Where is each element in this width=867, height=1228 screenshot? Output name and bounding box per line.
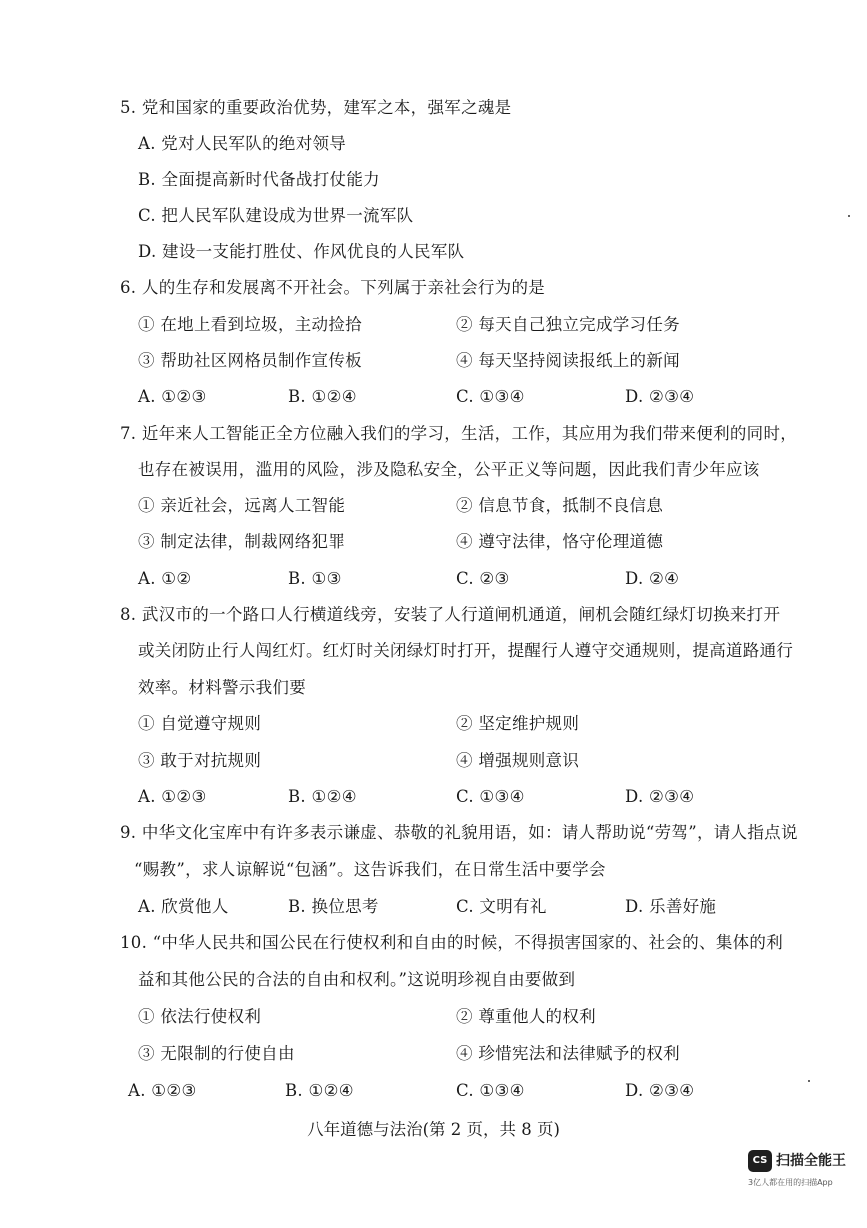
scanner-watermark [748,1150,860,1212]
q5-option-b: B. 全面提高新时代备战打仗能力 [138,170,380,189]
q8-option-a: A. ①②③ [138,787,207,806]
q7-statement-2: ② 信息节食，抵制不良信息 [456,496,664,515]
q10-option-d: D. ②③④ [625,1081,695,1100]
q10-statement-3: ③ 无限制的行使自由 [138,1044,295,1063]
q7-stem-line2: 也存在被误用，滥用的风险，涉及隐私安全，公平正义等问题，因此我们青少年应该 [138,460,760,479]
q9-stem-line2: “赐教”，求人谅解说“包涵”。这告诉我们，在日常生活中要学会 [134,860,606,879]
q10-stem-line1: 10. “中华人民共和国公民在行使权利和自由的时候，不得损害国家的、社会的、集体的利 [120,933,784,952]
q5-option-a: A. 党对人民军队的绝对领导 [138,134,347,153]
q10-stem-line2: 益和其他公民的合法的自由和权利。”这说明珍视自由要做到 [138,970,576,989]
scan-speck [848,215,850,217]
q10-statement-4: ④ 珍惜宪法和法律赋予的权利 [456,1044,680,1063]
q8-option-b: B. ①②④ [288,787,357,806]
q8-option-c: C. ①③④ [456,787,525,806]
q9-stem-line1: 9. 中华文化宝库中有许多表示谦虚、恭敬的礼貌用语，如：请人帮助说“劳驾”，请人指点说 [120,823,798,842]
q8-stem-line2: 或关闭防止行人闯红灯。红灯时关闭绿灯时打开，提醒行人遵守交通规则，提高道路通行 [138,641,794,660]
q8-statement-1: ① 自觉遵守规则 [138,714,262,733]
camscanner-logo-icon: CS [748,1150,772,1172]
q6-option-d: D. ②③④ [625,387,695,406]
q7-stem-line1: 7. 近年来人工智能正全方位融入我们的学习，生活，工作，其应用为我们带来便利的同时， [120,424,798,443]
q8-stem-line1: 8. 武汉市的一个路口人行横道线旁，安装了人行道闸机通道，闸机会随红绿灯切换来打开 [120,605,781,624]
page-footer: 八年道德与法治(第 2 页，共 8 页) [307,1120,560,1139]
q5-stem: 5. 党和国家的重要政治优势，建军之本，强军之魂是 [120,98,512,117]
q7-option-b: B. ①③ [288,569,342,588]
q10-statement-2: ② 尊重他人的权利 [456,1007,596,1026]
q6-statement-2: ② 每天自己独立完成学习任务 [456,315,680,334]
q7-option-d: D. ②④ [625,569,680,588]
scan-speck [808,1080,810,1082]
q5-option-d: D. 建设一支能打胜仗、作风优良的人民军队 [138,242,465,261]
q6-statement-4: ④ 每天坚持阅读报纸上的新闻 [456,351,680,370]
q9-option-b: B. 换位思考 [288,897,379,916]
q5-option-c: C. 把人民军队建设成为世界一流军队 [138,206,414,225]
q7-statement-3: ③ 制定法律，制裁网络犯罪 [138,532,346,551]
q9-option-a: A. 欣赏他人 [138,897,229,916]
q6-option-a: A. ①②③ [138,387,207,406]
q7-statement-4: ④ 遵守法律，恪守伦理道德 [456,532,664,551]
q6-option-b: B. ①②④ [288,387,357,406]
q8-statement-4: ④ 增强规则意识 [456,751,580,770]
q10-option-c: C. ①③④ [456,1081,525,1100]
q10-option-b: B. ①②④ [285,1081,354,1100]
q6-option-c: C. ①③④ [456,387,525,406]
q10-statement-1: ① 依法行使权利 [138,1007,262,1026]
q8-option-d: D. ②③④ [625,787,695,806]
q6-statement-3: ③ 帮助社区网格员制作宣传板 [138,351,362,370]
q9-option-c: C. 文明有礼 [456,897,547,916]
q6-stem: 6. 人的生存和发展离不开社会。下列属于亲社会行为的是 [120,278,546,297]
q7-option-c: C. ②③ [456,569,510,588]
q9-option-d: D. 乐善好施 [625,897,717,916]
watermark-slogan: 3亿人都在用的扫描App [748,1178,833,1187]
q8-stem-line3: 效率。材料警示我们要 [138,678,306,697]
q8-statement-3: ③ 敢于对抗规则 [138,751,262,770]
q8-statement-2: ② 坚定维护规则 [456,714,580,733]
q7-option-a: A. ①② [138,569,192,588]
q6-statement-1: ① 在地上看到垃圾，主动捡拾 [138,315,362,334]
watermark-brand: 扫描全能王 [776,1153,846,1169]
q10-option-a: A. ①②③ [128,1081,197,1100]
q7-statement-1: ① 亲近社会，远离人工智能 [138,496,346,515]
